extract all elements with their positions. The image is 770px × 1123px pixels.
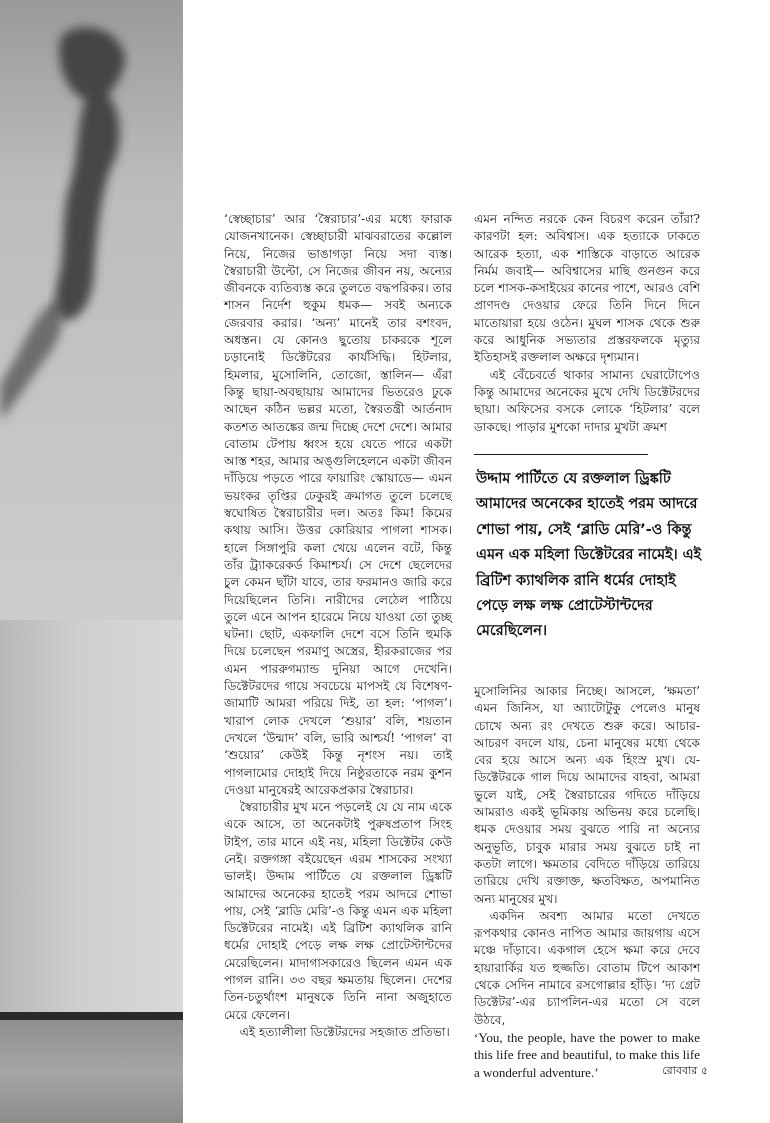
- english-quote: ‘You, the people, have the power to make this life free and beautiful, to make this life a wonderful adventure.’: [474, 1029, 700, 1080]
- article-column-2: [474, 211, 700, 436]
- paragraph: এই বেঁচেবর্তে থাকার সামান্য ঘেরাটোপেও কিন্তু আমাদের অনেকের মুখে দেখি ডিক্টেটরদের ছায়া। অফিসের বসকে লোকে ‘হিটলার’ বলে ডাকছে। পাড়ার মুশকো দাদার মুখটা ক্রমশ: [474, 367, 700, 434]
- side-photo: [0, 0, 183, 1123]
- photo-floor: [0, 1020, 183, 1123]
- article-column-1: [224, 211, 452, 1041]
- paragraph: স্বৈরাচারীর মুখ মনে পড়লেই যে যে নাম একে একে আসে, তা অনেকটাই পুরুষপ্রতাপ সিংহ টাইপ, তার মানে এই নয়, মহিলা ডিক্টেটর কেউ নেই। রক্তগঙ্গা বইয়েছেন এরম শাসকের সংখ্যা ভালই। উদ্দাম পার্টিতে যে রক্তলাল ড্রিঙ্কটি আমাদের অনেকের হাতেই পরম আদরে শোভা পায়, সেই ‘ব্লাডি মেরি’-ও কিন্তু এমন এক মহিলা ডিক্টেটরের নামেই। এই ব্রিটিশ ক্যাথলিক রানি ধর্মের দোহাই পেড়ে লক্ষ লক্ষ প্রোটেস্টান্টদের মেরেছিলেন। মাদাগাসকারেও ছিলেন এমন এক পাগল রানি। ৩৩ বছর ক্ষমতায় ছিলেন। দেশের তিন-চতুর্থাংশ মানুষকে তিনি নানা অজুহাতে মেরে ফেলেন।: [224, 800, 452, 1022]
- paragraph: এমন নন্দিত নরকে কেন বিচরণ করেন তাঁরা? কারণটা হল: অবিশ্বাস। এক হত্যাকে ঢাকতে আরেক হত্যা, এক শাস্তিকে বাড়াতে আরেক নির্মম জবাই— অবিশ্বাসের মাছি গুনগুন করে চলে শাসক-কসাইয়ের কানের পাশে, আরও বেশি প্রাণদণ্ড দেওয়ার ফেরে তিনি দিনে দিনে মাতোয়ারা হয়ে ওঠেন। মুঘল শাসক থেকে শুরু করে আধুনিক সভ্যতার প্রস্তরফলকে মৃত্যুর ইতিহাসই রক্তলাল অক্ষরে দৃশ্যমান।: [474, 212, 700, 365]
- photo-ledge: [0, 1012, 183, 1020]
- article-column-3: [474, 683, 700, 1081]
- paragraph: ‘স্বেচ্ছাচার’ আর ‘স্বৈরাচার’-এর মধ্যে ফারাক যোজনখানেক। স্বেচ্ছাচারী মাঝবরাতের কল্লোল নিয়ে, নিজের ভাঙাগড়া নিয়ে সদা ব্যস্ত। স্বৈরাচারী উল্টো, সে নিজের জীবন নয়, অন্যের জীবনকে ব্যতিব্যস্ত করে তুলতে বদ্ধপরিকর। তার শাসন নির্দেশ হুকুম ধমক— সবই অন্যকে জেরবার করার। ‘অন্য’ মানেই তার বশংবদ, অধস্তন। যে কোনও ছুতোয় চাকরকে শূলে চড়ানোই ডিক্টেটরের কার্যসিদ্ধি। হিটলার, হিমলার, মুসোলিনি, তোজো, স্তালিন— এঁরা কিন্তু ছায়া-অবছায়ায় আমাদের ভিতরেও ঢুকে আছেন কঠিন ভল্লর মতো, স্বৈরতন্ত্রী আর্তনাদ কতশত আতঙ্কের জন্ম দিচ্ছে দেশে দেশে। আমার বোতাম টেপায় ধ্বংস হয়ে যেতে পারে একটা আস্ত শহর, আমার অঙ্গুলিহেলনে একটা জীবন দাঁড়িয়ে পড়তে পারে ফায়ারিং স্কোয়াডে— এমন ভয়ংকর তৃপ্তির ঢেকুরই ক্রমাগত তুলে চলেছে স্বঘোষিত স্বৈরাচারীর দল। অতঃ কিম! কিমের কথায় আসি। উত্তর কোরিয়ার পাগলা শাসক। হালে সিঙ্গাপুরি কলা খেয়ে এলেন বটে, কিন্তু তাঁর ট্র্যাকরেকর্ড কিমাশ্চর্য। সে দেশে ছেলেদের চুল কেমন ছাঁটা যাবে, তার ফরমানও জারি করে দিয়েছিলেন তিনি। নারীদের লেঠেল পাঠিয়ে তুলে এনে আপন হারেমে নিয়ে যাওয়া তো তুচ্ছ ঘটনা। ছোট, একফালি দেশে বসে তিনি হুমকি দিয়ে চলেছেন পরমাণু অস্ত্রের, হীরকরাজের পর এমন পাররুগম্যান্ড দুনিয়া আগে দেখেনি। ডিক্টেটরদের গায়ে সবচেয়ে মাপসই যে বিশেষণ-জামাটি আমরা পরিয়ে দিই, তা হল: ‘পাগল’। খারাপ লোক দেখলে ‘শুয়ার’ বলি, শয়তান দেখলে ‘উন্মাদ’ বলি, ভারি আশ্চর্য! ‘পাগল’ বা ‘শুয়োর’ কেউই কিন্তু নৃশংস নয়। তাই পাগলামোর দোহাই দিয়ে নিষ্ঠুরতাকে নরম কুশন দেওয়া মানুষেরই আরেকপ্রকার স্বৈরাচার।: [224, 212, 452, 797]
- paragraph: একদিন অবশ্য আমার মতো দেখতে রূপকথার কোনও নাপিত আমার জায়গায় এসে মঞ্চে দাঁড়াবে। একগাল হেসে ক্ষমা করে দেবে হায়ারার্কির যত হুজ্জতি। বোতাম টিপে আকাশ থেকে সেদিন নামাবে রসগোল্লার হাঁড়ি। ‘দ্য গ্রেট ডিক্টেটর’-এর চ্যাপলিন-এর মতো সে বলে উঠবে,: [474, 908, 700, 1027]
- pullquote: উদ্দাম পার্টিতে যে রক্তলাল ড্রিঙ্কটি আমাদের অনেকের হাতেই পরম আদরে শোভা পায়, সেই ‘ব্লাডি মেরি’-ও কিন্তু এমন এক মহিলা ডিক্টেটরের নামেই। এই ব্রিটিশ ক্যাথলিক রানি ধর্মের দোহাই পেড়ে লক্ষ লক্ষ প্রোটেস্টান্টদের মেরেছিলেন।: [476, 470, 702, 640]
- pullquote-divider: [474, 454, 648, 455]
- paragraph: এই হত্যালীলা ডিক্টেটরদের সহজাত প্রতিভা।: [239, 1024, 450, 1039]
- paragraph: মুসোলিনির আকার নিচ্ছে। আসলে, ‘ক্ষমতা’ এমন জিনিস, যা অ্যাটোটুকু পেলেও মানুষ চোখে অন্য রং দেখতে শুরু করে। আচার-আচরণ বদলে যায়, চেনা মানুষের মধ্যে থেকে বের হয়ে আসে অন্য এক হিংস্র মুখ। যে-ডিক্টেটরকে গাল দিয়ে আমাদের বাহবা, আমরা ভুলে যাই, সেই স্বৈরাচারের গদিতে দাঁড়িয়ে আমরাও একই ভূমিকায় অভিনয় করে চলেছি। ধমক দেওয়ার সময় বুঝতে পারি না অন্যের অনুভূতি, চাবুক মারার সময় বুঝতে চাই না কতটা লাগে। ক্ষমতার বেদিতে দাঁড়িয়ে তারিয়ে তারিয়ে দেখি রক্তাক্ত, ক্ষতবিক্ষত, অপমানিত অন্য মানুষের মুখ।: [474, 684, 700, 906]
- page-footer: রোববার ৫: [662, 1064, 708, 1077]
- shadow-figure: [0, 0, 183, 1123]
